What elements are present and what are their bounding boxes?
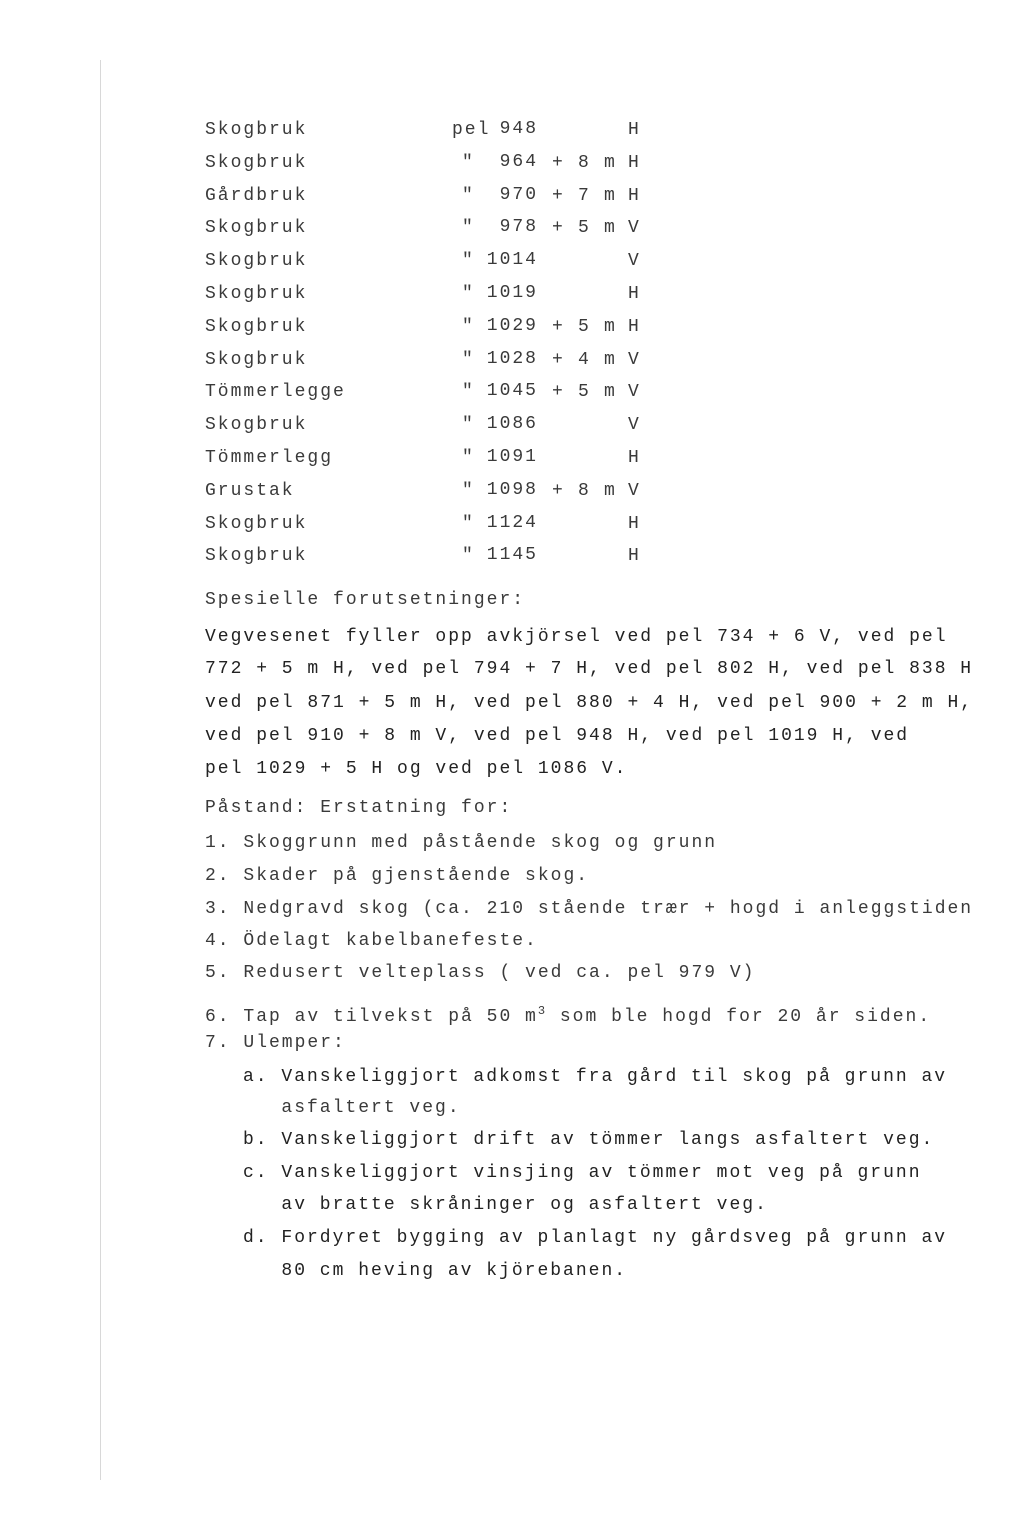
pel-number-cell: 1124 <box>486 512 538 533</box>
claim-item: 4. Ödelagt kabelbanefeste. <box>205 931 538 951</box>
sub-item-c-cont: av bratte skråninger og asfaltert veg. <box>243 1195 768 1215</box>
side-cell: H <box>628 513 641 534</box>
side-cell: V <box>628 349 641 370</box>
distance-cell: 8 <box>578 152 591 173</box>
side-cell: H <box>628 152 641 173</box>
pel-cell: " <box>462 284 475 304</box>
pel-cell: " <box>462 480 475 501</box>
land-use-cell: Skogbruk <box>205 218 308 239</box>
claim-heading: Påstand: Erstatning for: <box>205 798 513 818</box>
pel-number-cell: 1028 <box>486 348 538 369</box>
pel-number-cell: 964 <box>499 151 538 172</box>
table-row <box>0 316 700 342</box>
sub-item-a-cont: asfaltert veg. <box>243 1098 461 1118</box>
pel-cell: " <box>462 448 475 468</box>
unit-cell: m <box>604 480 617 501</box>
table-row <box>0 414 700 440</box>
pel-cell: " <box>462 185 475 206</box>
table-row <box>0 480 700 506</box>
distance-cell: 8 <box>578 480 591 501</box>
pel-number-cell: 970 <box>499 184 538 205</box>
pel-number-cell: 1086 <box>486 414 538 435</box>
unit-cell: m <box>604 152 617 173</box>
claim-item-6-text-end: som ble hogd for 20 år siden. <box>547 1007 932 1027</box>
claim-item: 5. Redusert velteplass ( ved ca. pel 979 V) <box>205 963 756 983</box>
side-cell: H <box>628 120 641 140</box>
special-heading: Spesielle forutsetninger: <box>205 590 526 610</box>
distance-cell: 5 <box>578 316 591 337</box>
pel-cell: " <box>462 382 475 403</box>
pel-cell: " <box>462 415 475 436</box>
claim-item: 1. Skoggrunn med påstående skog og grunn <box>205 833 718 853</box>
side-cell: V <box>628 251 641 272</box>
pel-number-cell: 1014 <box>486 250 538 271</box>
pel-cell: " <box>462 546 475 567</box>
claim-item: 3. Nedgravd skog (ca. 210 stående trær + hogd i anleggstiden <box>205 899 974 919</box>
land-use-cell: Skogbruk <box>205 316 308 337</box>
special-line: Vegvesenet fyller opp avkjörsel ved pel 734 + 6 V, ved pel <box>205 627 948 647</box>
pel-number-cell: 1029 <box>486 315 538 336</box>
pel-number-cell: 1019 <box>486 283 538 303</box>
claim-item-6 <box>205 1000 931 1028</box>
land-use-cell: Skogbruk <box>205 415 308 436</box>
special-line: 772 + 5 m H, ved pel 794 + 7 H, ved pel 802 H, ved pel 838 H <box>205 659 974 679</box>
side-cell: H <box>628 185 641 206</box>
plus-cell: + <box>552 218 565 239</box>
plus-cell: + <box>552 152 565 173</box>
land-use-cell: Skogbruk <box>205 546 308 567</box>
plus-cell: + <box>552 480 565 501</box>
special-line: pel 1029 + 5 H og ved pel 1086 V. <box>205 759 628 779</box>
distance-cell: 4 <box>578 349 591 370</box>
pel-cell: " <box>462 152 475 173</box>
pel-cell: " <box>462 513 475 534</box>
sub-item-d-cont: 80 cm heving av kjörebanen. <box>243 1261 628 1281</box>
land-use-cell: Grustak <box>205 480 295 501</box>
table-row <box>0 381 700 407</box>
side-cell: V <box>628 415 641 436</box>
side-cell: V <box>628 218 641 239</box>
land-use-cell: Tömmerlegg <box>205 448 334 468</box>
distance-cell: 5 <box>578 218 591 239</box>
land-use-cell: Skogbruk <box>205 513 308 534</box>
pel-cell: " <box>462 218 475 239</box>
pel-number-cell: 1045 <box>486 381 538 402</box>
pel-number-cell: 1091 <box>486 447 538 467</box>
distance-cell: 5 <box>578 382 591 403</box>
distance-cell: 7 <box>578 185 591 206</box>
unit-cell: m <box>604 382 617 403</box>
land-use-cell: Skogbruk <box>205 349 308 370</box>
table-row <box>0 119 700 145</box>
plus-cell: + <box>552 316 565 337</box>
pel-cell: " <box>462 316 475 337</box>
sub-item-a: a. Vanskeliggjort adkomst fra gård til skog på grunn av <box>243 1067 948 1087</box>
table-row <box>0 250 700 276</box>
claim-item-6-text: 6. Tap av tilvekst på 50 m <box>205 1007 538 1027</box>
land-use-cell: Gårdbruk <box>205 185 308 206</box>
pel-number-cell: 1145 <box>486 545 538 566</box>
side-cell: H <box>628 546 641 567</box>
table-row <box>0 349 700 375</box>
pel-number-cell: 948 <box>499 119 538 139</box>
pel-number-cell: 978 <box>499 217 538 238</box>
side-cell: H <box>628 448 641 468</box>
side-cell: V <box>628 382 641 403</box>
plus-cell: + <box>552 349 565 370</box>
land-use-cell: Skogbruk <box>205 284 308 304</box>
claim-item: 2. Skader på gjenstående skog. <box>205 866 590 886</box>
plus-cell: + <box>552 382 565 403</box>
land-use-cell: Tömmerlegge <box>205 382 346 403</box>
side-cell: H <box>628 284 641 304</box>
land-use-cell: Skogbruk <box>205 251 308 272</box>
unit-cell: m <box>604 349 617 370</box>
table-row <box>0 545 700 571</box>
table-row <box>0 152 700 178</box>
land-use-cell: Skogbruk <box>205 120 308 140</box>
table-row <box>0 513 700 539</box>
side-cell: V <box>628 480 641 501</box>
plus-cell: + <box>552 185 565 206</box>
unit-cell: m <box>604 218 617 239</box>
unit-cell: m <box>604 316 617 337</box>
land-use-cell: Skogbruk <box>205 152 308 173</box>
pel-number-cell: 1098 <box>486 479 538 500</box>
special-line: ved pel 871 + 5 m H, ved pel 880 + 4 H, ved pel 900 + 2 m H, <box>205 693 974 713</box>
table-row <box>0 283 700 309</box>
superscript: 3 <box>537 1004 548 1018</box>
table-row <box>0 447 700 473</box>
sub-item-c: c. Vanskeliggjort vinsjing av tömmer mot veg på grunn <box>243 1163 922 1183</box>
pel-cell: " <box>462 349 475 370</box>
pel-cell: " <box>462 251 475 272</box>
claim-item-7: 7. Ulemper: <box>205 1033 346 1053</box>
pel-cell: pel <box>452 120 491 140</box>
sub-item-b: b. Vanskeliggjort drift av tömmer langs asfaltert veg. <box>243 1130 935 1150</box>
special-line: ved pel 910 + 8 m V, ved pel 948 H, ved pel 1019 H, ved <box>205 726 910 746</box>
side-cell: H <box>628 316 641 337</box>
table-row <box>0 185 700 211</box>
table-row <box>0 217 700 243</box>
unit-cell: m <box>604 185 617 206</box>
sub-item-d: d. Fordyret bygging av planlagt ny gårdsveg på grunn av <box>243 1228 948 1248</box>
